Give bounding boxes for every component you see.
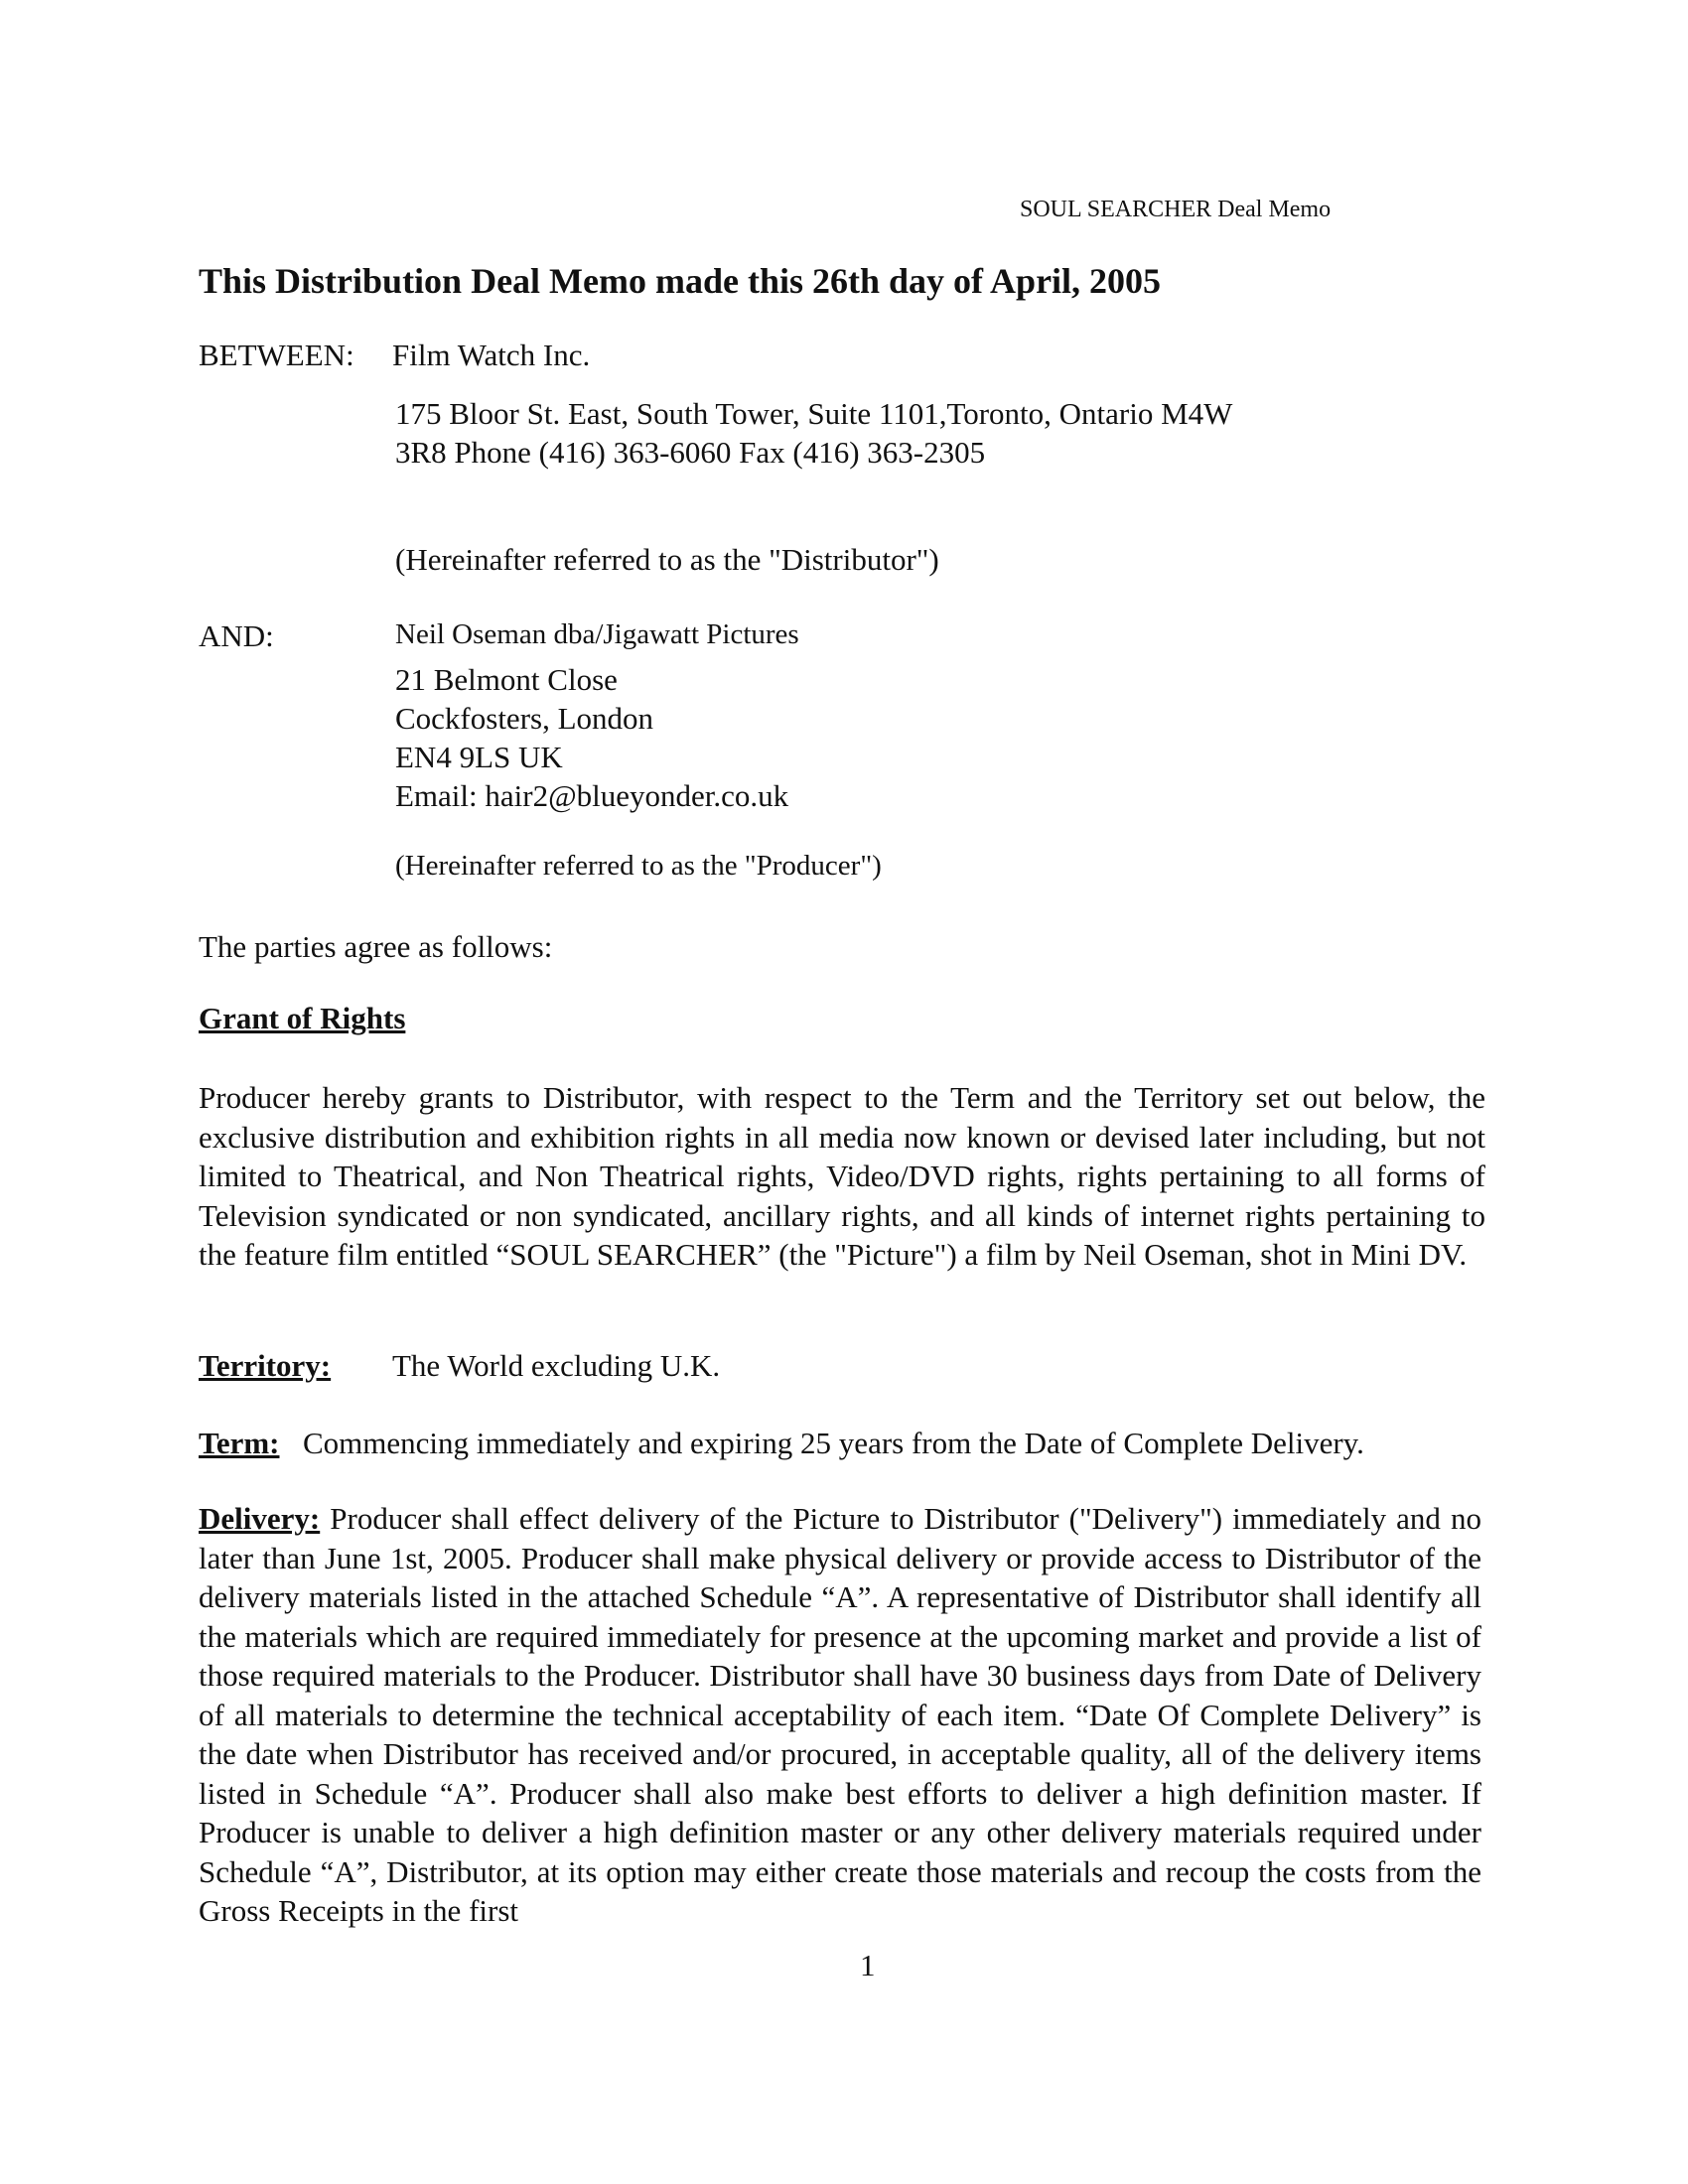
producer-address-line-2: Cockfosters, London [395, 701, 654, 736]
distributor-address-line-1: 175 Bloor St. East, South Tower, Suite 1101,Toronto, Ontario M4W [395, 396, 1233, 431]
page-number: 1 [860, 1948, 876, 1982]
distributor-name: Film Watch Inc. [392, 338, 591, 372]
territory-text: The World excluding U.K. [392, 1348, 721, 1383]
distributor-address-line-2: 3R8 Phone (416) 363-6060 Fax (416) 363-2305 [395, 435, 986, 470]
distributor-referred-as: (Hereinafter referred to as the "Distributor") [395, 542, 939, 577]
producer-referred-as: (Hereinafter referred to as the "Producer") [395, 850, 882, 882]
between-label: BETWEEN: [199, 338, 354, 372]
term-heading: Term: [199, 1426, 280, 1460]
delivery-paragraph [199, 1499, 1481, 1931]
grant-of-rights-body: Producer hereby grants to Distributor, with respect to the Term and the Territory set out below, the exclusive distribution and exhibition rights in all media now known or devised later including, but not limited to Theatrical, and Non Theatrical rights, Video/DVD rights, rights pertaining to all forms of Television syndicated or non syndicated, ancillary rights, and all kinds of internet rights pertaining to the feature film entitled “SOUL SEARCHER” (the "Picture") a film by Neil Oseman, shot in Mini DV. [199, 1080, 1485, 1272]
territory-heading: Territory: [199, 1348, 332, 1383]
and-label: AND: [199, 618, 274, 653]
term-text: Commencing immediately and expiring 25 years from the Date of Complete Delivery. [303, 1426, 1364, 1460]
agreement-intro: The parties agree as follows: [199, 929, 553, 964]
producer-name: Neil Oseman dba/Jigawatt Pictures [395, 618, 799, 650]
territory-row [199, 1350, 331, 1381]
running-header: SOUL SEARCHER Deal Memo [1020, 197, 1332, 222]
delivery-body: Producer shall effect delivery of the Picture to Distributor ("Delivery") immediately and no later than June 1st, 2005. Producer shall make physical delivery or provide access to Distributor of the delivery materials listed in the attached Schedule “A”. A representative of Distributor shall identify all the materials which are required immediately for presence at the upcoming market and provide a list of those required materials to the Producer. Distributor shall have 30 business days from Date of Delivery of all materials to determine the technical acceptability of each item. “Date Of Complete Delivery” is the date when Distributor has received and/or procured, in acceptable quality, all of the delivery items listed in Schedule “A”. Producer shall also make best efforts to deliver a high definition master. If Producer is unable to deliver a high definition master or any other delivery materials required under Schedule “A”, Distributor, at its option may either create those materials and recoup the costs from the Gross Receipts in the first [199, 1501, 1481, 1928]
document-title: This Distribution Deal Memo made this 26th day of April, 2005 [199, 261, 1162, 301]
term-row [199, 1428, 280, 1458]
delivery-heading: Delivery: [199, 1501, 321, 1536]
grant-of-rights-heading: Grant of Rights [199, 1001, 406, 1035]
producer-address-line-1: 21 Belmont Close [395, 662, 618, 697]
producer-email: Email: hair2@blueyonder.co.uk [395, 778, 789, 813]
producer-address-line-3: EN4 9LS UK [395, 740, 563, 774]
